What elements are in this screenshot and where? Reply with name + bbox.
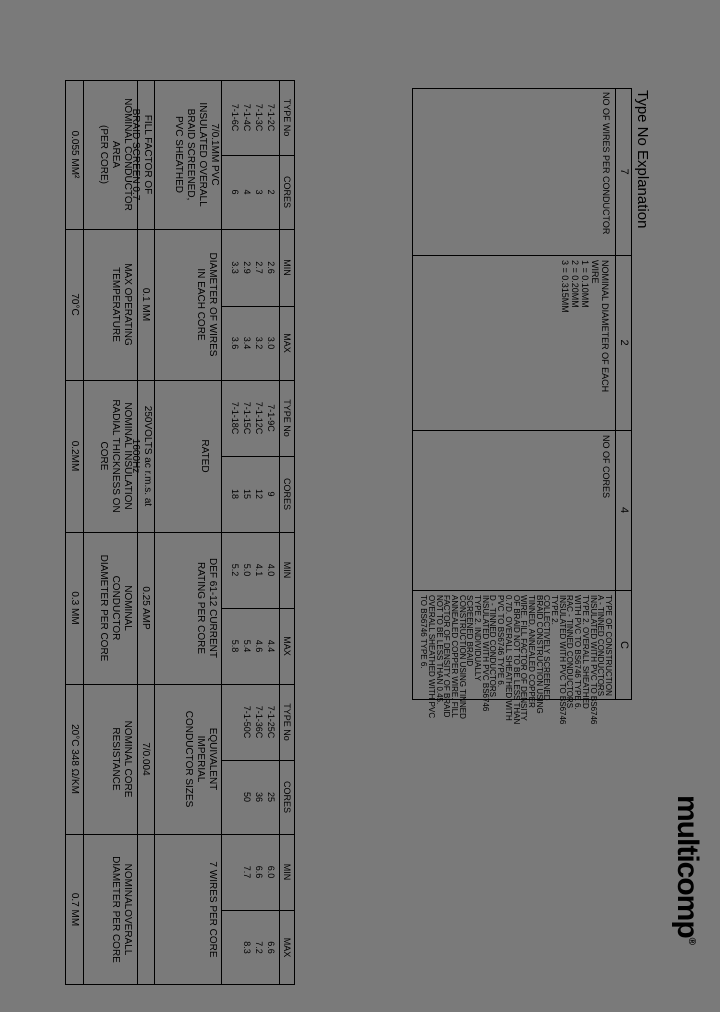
wire-diameter-label: DIAMETER OF WIRES IN EACH CORE — [195, 252, 218, 357]
conductor-diameter-label: NOMINAL CONDUCTOR DIAMETER PER CORE — [98, 554, 133, 662]
header-type-no-3: TYPE No — [282, 703, 292, 741]
brand-name: multicomp — [671, 795, 704, 938]
explanation-header-cores: 4 — [618, 506, 630, 514]
header-min-1: MIN — [282, 259, 292, 276]
header-cores-1: CORES — [282, 175, 292, 208]
core-resistance-label: NOMINAL CORE RESISTANCE — [110, 720, 133, 798]
brand-trademark: ® — [686, 937, 697, 945]
wires-per-core-label: 7 WIRES PER CORE — [207, 861, 218, 958]
table-row: 7-1-15C 15 5.0 5.4 — [242, 401, 252, 653]
header-min-2: MIN — [282, 561, 292, 579]
number-of-cores-text: NO OF CORES — [601, 435, 611, 499]
fill-factor-label: FILL FACTOR OF BRAID SCREEN 0.7 — [130, 108, 153, 201]
table-row: 7-1-2C 2 2.6 3.0 — [266, 103, 276, 350]
insulation-thickness-label: NOMINAL INSULATION RADIAL THICKNESS ON CORE — [98, 399, 133, 513]
header-cores-3: CORES — [282, 780, 292, 813]
imperial-size-label: EQUIVALENT IMPERIAL CONDUCTOR SIZES — [183, 710, 218, 808]
table-row: 7-1-36C 36 6.6 7.2 — [254, 705, 264, 954]
rated-label: RATED — [199, 439, 210, 473]
table-row: 7-1-50C 50 7.7 8.3 — [242, 705, 252, 954]
current-rating-value: 0.25 AMP — [140, 586, 151, 630]
conductor-area-value: 0.055 MM² — [69, 130, 80, 179]
header-max-1: MAX — [282, 333, 292, 353]
table-row: 7-1-18C 18 5.2 5.8 — [230, 401, 240, 653]
wires-per-conductor-text: NO OF WIRES PER CONDUCTOR — [601, 92, 611, 235]
table-row: 7-1-25C 25 6.0 6.6 — [266, 705, 276, 954]
explanation-header-construction: C — [618, 641, 630, 649]
header-cores-2: CORES — [282, 477, 292, 510]
header-max-2: MAX — [282, 636, 292, 656]
max-temperature-label: MAX OPERATING TEMPERATURE — [110, 263, 133, 346]
current-rating-label: DEF 61-12 CURRENT RATING PER CORE — [195, 557, 218, 659]
cable-description: 7/0.1MM PVC INSULATED OVERALL BRAID SCREENED, PVC SHEATHED — [173, 102, 220, 207]
wire-diameter-value: 0.1 MM — [140, 287, 151, 322]
header-type-no-2: TYPE No — [282, 399, 292, 437]
imperial-size-value: 7/0.004 — [140, 742, 151, 776]
table-row: 7-1-3C 3 2.7 3.2 — [254, 103, 264, 350]
explanation-header-diameter: 2 — [618, 339, 630, 346]
table-row: 7-1-12C 12 4.1 4.6 — [254, 401, 264, 653]
brand-logo — [672, 795, 702, 944]
explanation-header-wires: 7 — [618, 168, 630, 175]
header-min-3: MIN — [282, 863, 292, 881]
overall-diameter-label: NOMINALOVERALL DIAMETER PER CORE — [110, 856, 133, 963]
conductor-area-label: NOMINAL CONDUCTOR AREA (PER CORE) — [98, 98, 133, 211]
table-row: 7-1-4C 4 2.9 3.4 — [242, 103, 252, 350]
max-temperature-value: 70°C — [69, 293, 80, 316]
voltage-rating-value: 250VOLTS ac r.m.s. at 1600Hz — [130, 405, 153, 507]
construction-type-text: TYPE OF CONSTRUCTION A - TINNED CONDUCTORS INSULATED WITH PVC TO BS6746 TYPE 2. OVERALL SHEATHED WITH PVC TO BS6746 TYPE 6. RAC - TINNED CONDUCTORS INSULATED WITH PVC TO BS6746 TYPE 2. COLLECTIVELY SCREENED BRAID CONSTRUCTION USING TINNED, ANNEALED COPPER WIRE. FILL FACTOR OF DENSITY OF BRAID NOT TO BE LESS THAN 0.7D. OVERALL SHEATHED WITH PVC TO BS6746 TYPE 6. D - TINNED CONDUCTORS INSULATED WITH PVC BS6746 TYPE 2. INDIVIDUALLY SCREENED BRAID CONSTRUCTION USING TINNED ANNEALED COPPER WIRE. FILL FACTOR OF DENSITY OF BRAID NOT TO BE LESS THAN 0.45. OVERALL SHEATHED WITH PVC TO BS6746 TYPE 6. — [419, 595, 613, 725]
page-title: Type No Explanation — [634, 90, 651, 229]
table-row: 7-1-9C 9 4.0 4.4 — [266, 404, 276, 653]
table-row: 7-1-6C 6 3.3 3.6 — [230, 103, 240, 350]
wire-diameter-text: NOMINAL DIAMETER OF EACH WIRE 1 = 0.10MM 2 = 0.20MM 3 = 0.315MM — [560, 260, 610, 393]
insulation-thickness-value: 0.2MM — [69, 440, 80, 472]
header-max-3: MAX — [282, 937, 292, 958]
conductor-diameter-value: 0.3 MM — [69, 591, 80, 625]
header-type-no-1: TYPE No — [282, 98, 292, 137]
core-resistance-value: 20°C 348 Ω/KM — [69, 724, 80, 794]
overall-diameter-value: 0.7 MM — [69, 892, 80, 927]
